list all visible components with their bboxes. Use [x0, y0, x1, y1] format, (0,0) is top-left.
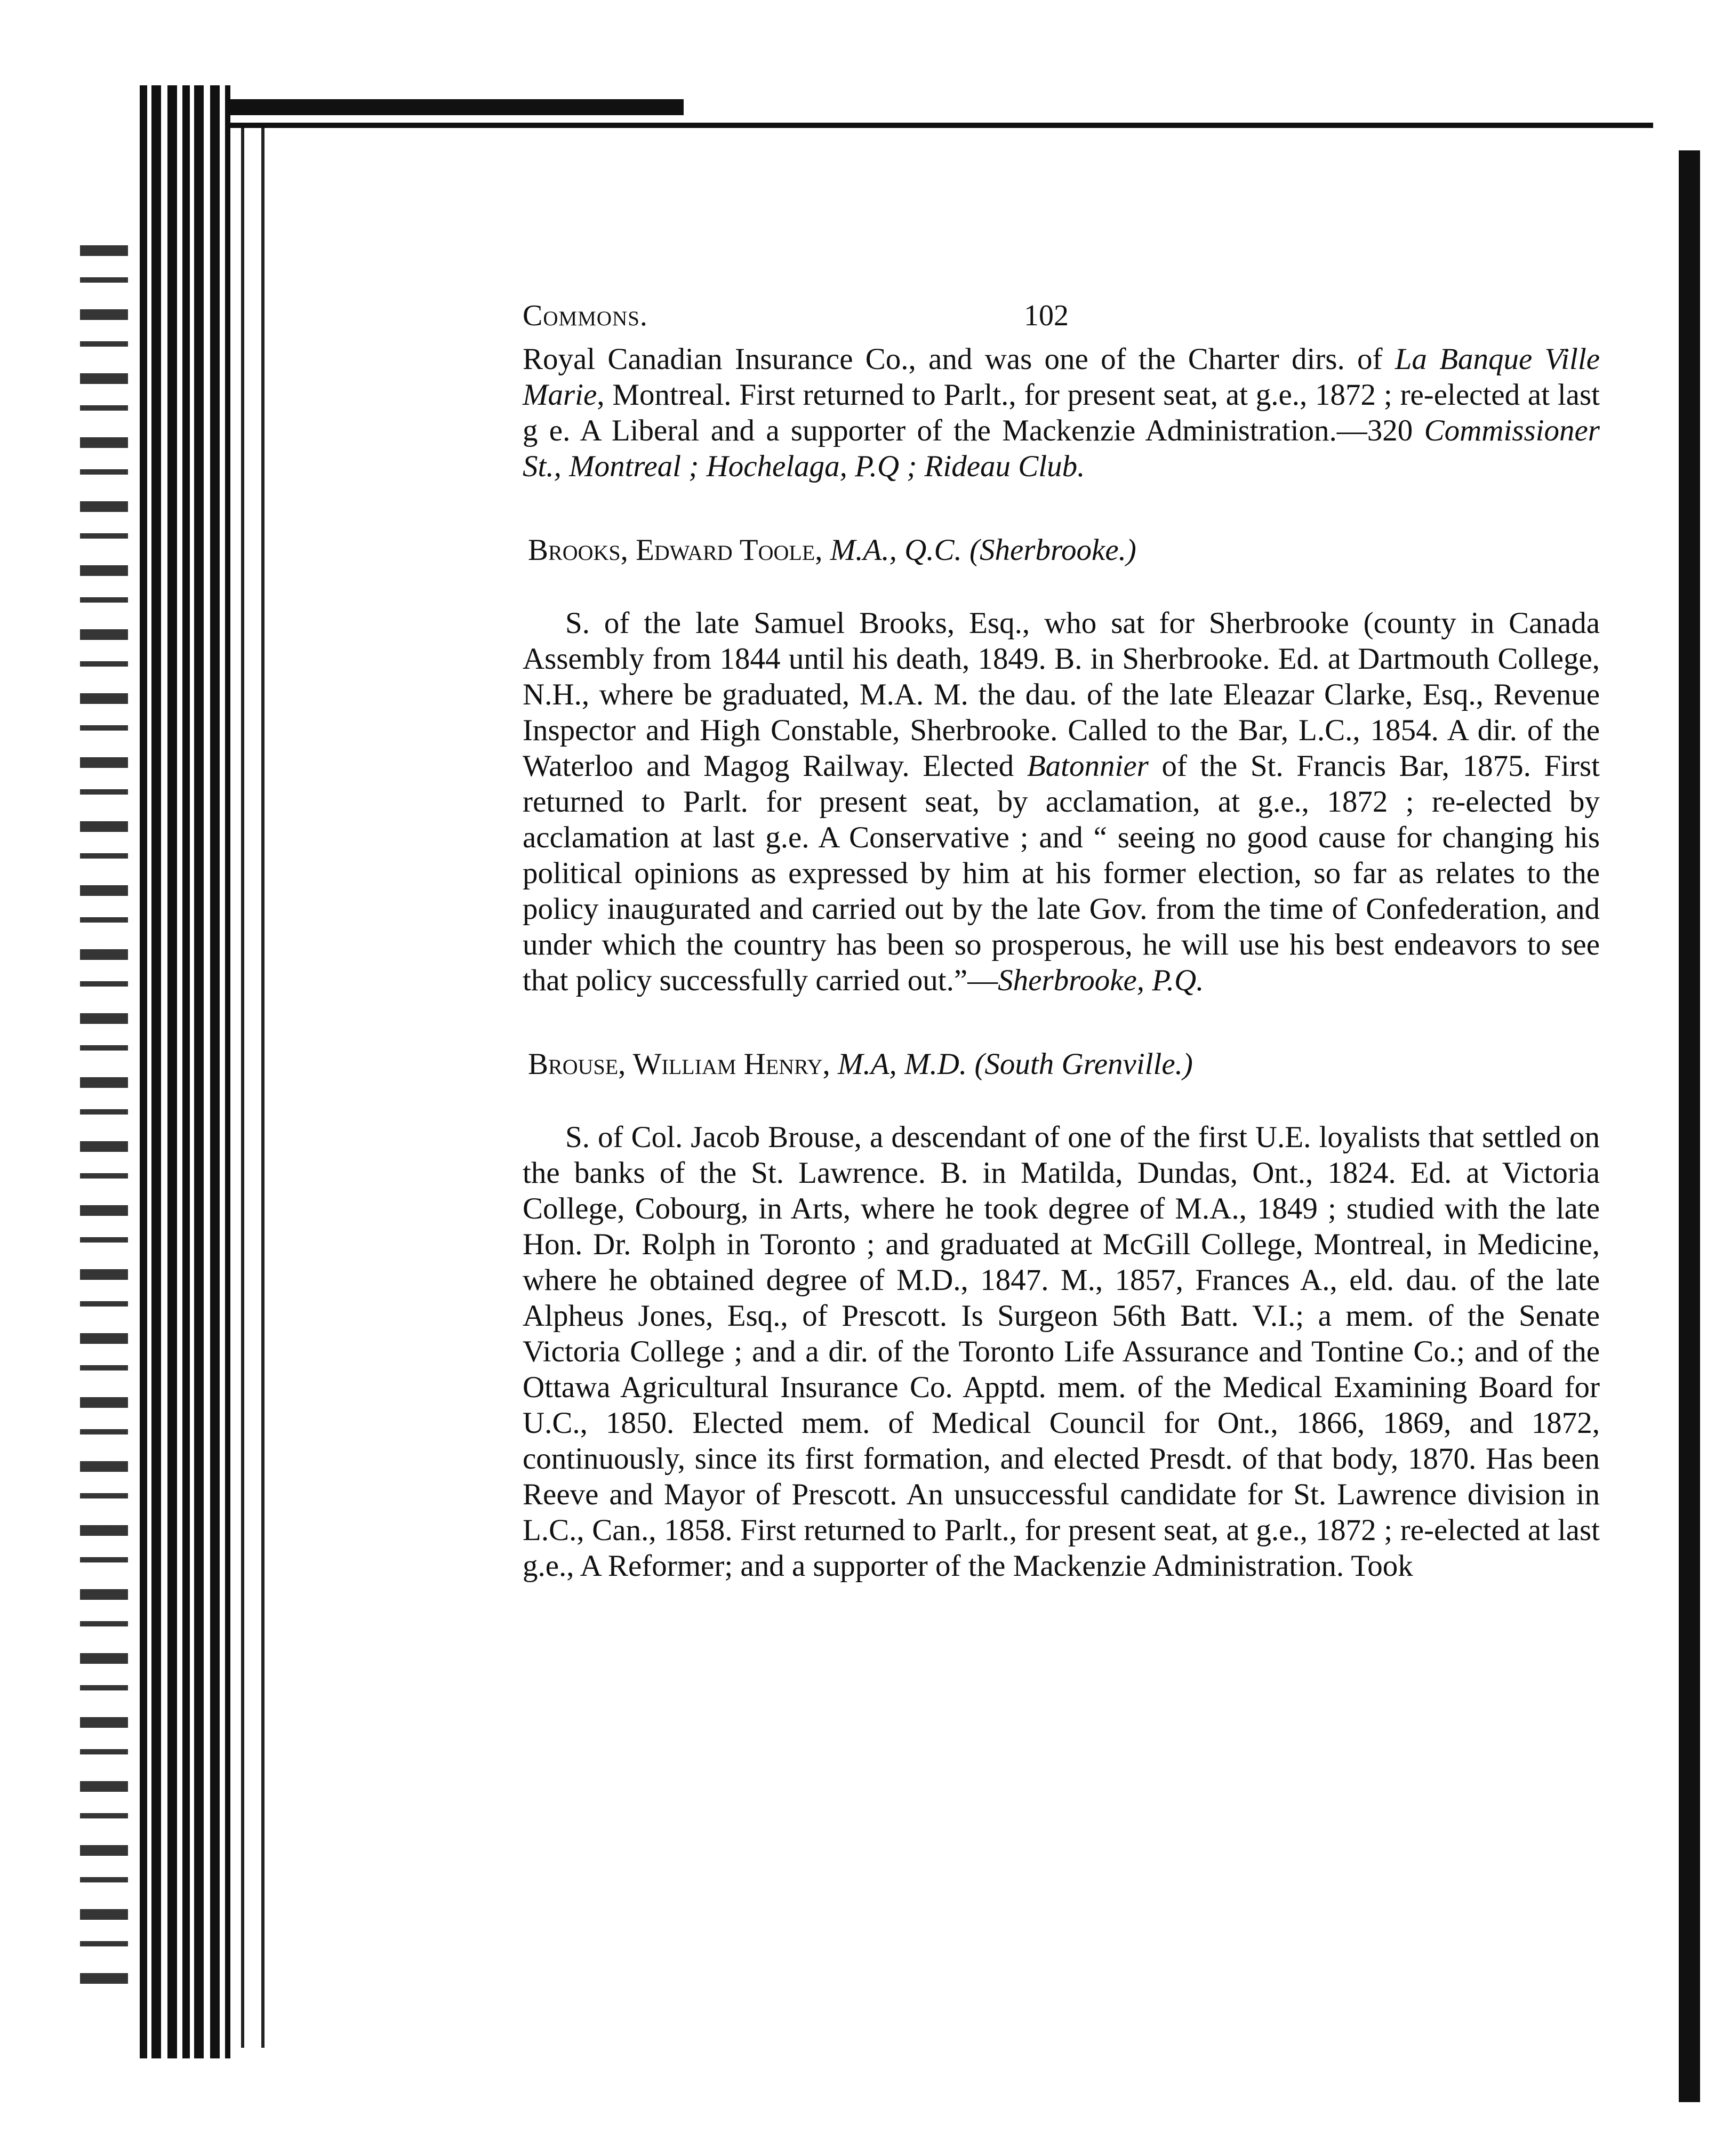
member-constituency: (Sherbrooke.) [969, 533, 1136, 567]
member-degrees: M.A., Q.C. [830, 533, 962, 567]
entry-body: S. of Col. Jacob Brouse, a descendant of one of the first U.E. loyalists that settled on the banks of the St. Lawrence. B. in Matilda, Dundas, Ont., 1824. Ed. at Victoria College, Cobourg, in Arts, where he took degree of M.A., 1849 ; studied with the late Hon. Dr. Rolph in Toronto ; and graduated at McGill College, Montreal, in Medicine, where he obtained degree of M.D., 1847. M., 1857, Frances A., eld. dau. of the late Alpheus Jones, Esq., of Prescott. Is Surgeon 56th Batt. V.I.; a mem. of the Senate Victoria College ; and a dir. of the Toronto Life Assurance and Tontine Co.; and of the Ottawa Agricultural Insurance Co. Apptd. mem. of the Medical Examining Board for U.C., 1850. Elected mem. of Medical Council for Ont., 1866, 1869, and 1872, continuously, since its first formation, and elected Presdt. of that body, 1870. Has been Reeve and Mayor of Prescott. An unsuccessful candidate for St. Lawrence division in L.C., Can., 1858. First returned to Parlt., for present seat, at g.e., 1872 ; re-elected at last g.e., A Reformer; and a supporter of the Mackenzie Administration. Took [523, 1120, 1600, 1583]
member-constituency: (South Grenville.) [974, 1047, 1193, 1081]
address-text: Commissioner St., Montreal ; Hochelaga, P.Q ; Rideau Club. [523, 414, 1600, 483]
spine-line [261, 128, 265, 2048]
spine-line [241, 128, 244, 2048]
member-name: Brouse, William Henry, [528, 1047, 830, 1081]
section-heading: Commons. [523, 299, 648, 332]
scan-edge-right [1679, 150, 1700, 2102]
book-spine-edge [140, 85, 230, 2058]
entry-body: S. of the late Samuel Brooks, Esq., who sat for Sherbrooke (county in Canada Assembly from 1844 until his death, 1849. B. in Sherbrooke. Ed. at Dartmouth College, N.H., where be graduated, M.A. M. the dau. of the late Eleazar Clarke, Esq., Revenue Inspector and High Constable, Sherbrooke. Called to the Bar, L.C., 1854. A dir. of the Waterloo and Magog Railway. Elected Batonnier of the St. Francis Bar, 1875. First returned to Parlt. for present seat, by acclamation, at g.e., 1872 ; re-elected by acclamation at last g.e. A Conservative ; and “ seeing no good cause for changing his political opinions as expressed by him at his former election, so far as relates to the policy inaugurated and carried out by the late Gov. from the time of Confederation, and under which the country has been so prosperous, he will use his best endeavors to see that policy successfully carried out.”—Sherbrooke, P.Q. [523, 606, 1600, 997]
scan-edge-line [160, 123, 1653, 128]
address-text: Sherbrooke, P.Q. [998, 964, 1204, 997]
page-content [523, 299, 1600, 1584]
entry-heading [528, 1046, 1600, 1082]
continuation-paragraph: Royal Canadian Insurance Co., and was one of the Charter dirs. of La Banque Ville Marie, Montreal. First returned to Parlt., for present seat, at g.e., 1872 ; re-elected at last g e. A Liberal and a supporter of the Mackenzie Administration.—320 Commissioner St., Montreal ; Hochelaga, P.Q ; Rideau Club. [523, 342, 1600, 483]
page-number: 102 [1024, 299, 1069, 332]
italic-text: La Banque Ville Marie [523, 342, 1600, 412]
running-head [523, 299, 1600, 341]
member-degrees: M.A, M.D. [837, 1047, 967, 1081]
entry-heading [528, 532, 1600, 568]
member-name: Brooks, Edward Toole, [528, 533, 823, 567]
page-edge-marks [80, 245, 128, 2005]
